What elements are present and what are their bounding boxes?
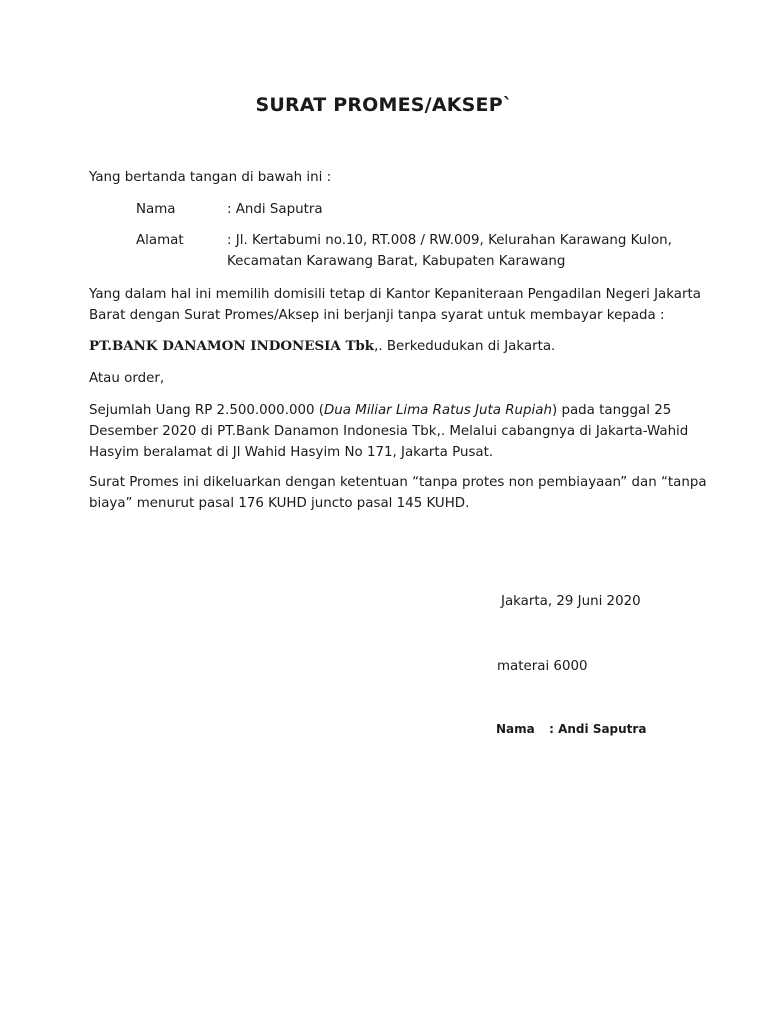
place-date: Jakarta, 29 Juni 2020 xyxy=(501,594,641,609)
or-order-text: Atau order, xyxy=(89,371,165,386)
name-value: : Andi Saputra xyxy=(227,202,323,217)
name-label: Nama xyxy=(136,202,176,217)
amount-line-2: Desember 2020 di PT.Bank Danamon Indonesia Tbk,. Melalui cabangnya di Jakarta-Wahid xyxy=(89,424,689,439)
creditor-paragraph xyxy=(89,336,669,357)
amount-line-3: Hasyim beralamat di Jl Wahid Hasyim No 171, Jakarta Pusat. xyxy=(89,445,494,460)
address-line-1: : Jl. Kertabumi no.10, RT.008 / RW.009, Kelurahan Karawang Kulon, xyxy=(227,233,672,248)
creditor-rest: ,. Berkedudukan di Jakarta. xyxy=(374,339,556,354)
creditor-company: PT.BANK DANAMON INDONESIA Tbk xyxy=(89,338,375,354)
domicile-line-2: Barat dengan Surat Promes/Aksep ini berjanji tanpa syarat untuk membayar kepada : xyxy=(89,308,665,323)
terms-paragraph xyxy=(89,472,707,514)
intro-text: Yang bertanda tangan di bawah ini : xyxy=(89,170,332,185)
address-label: Alamat xyxy=(136,233,184,248)
domicile-paragraph xyxy=(89,284,701,326)
terms-line-1: Surat Promes ini dikeluarkan dengan ketentuan “tanpa protes non pembiayaan” dan “tanpa xyxy=(89,475,707,490)
address-value xyxy=(227,230,672,272)
address-line-2: Kecamatan Karawang Barat, Kabupaten Karawang xyxy=(227,254,566,269)
terms-line-2: biaya” menurut pasal 176 KUHD juncto pasal 145 KUHD. xyxy=(89,496,470,511)
amount-line-1 xyxy=(89,400,672,421)
domicile-line-1: Yang dalam hal ini memilih domisili tetap di Kantor Kepaniteraan Pengadilan Negeri Jakarta xyxy=(89,287,701,302)
signature-name-label: Nama xyxy=(496,722,535,736)
amount-line-1-pre: Sejumlah Uang RP 2.500.000.000 ( xyxy=(89,403,324,418)
document-title: SURAT PROMES/AKSEP` xyxy=(255,94,513,116)
amount-line-1-post: ) pada tanggal 25 xyxy=(551,403,672,418)
signature-name-value: : Andi Saputra xyxy=(549,722,647,736)
stamp-duty-note: materai 6000 xyxy=(497,659,588,674)
amount-paragraph xyxy=(89,400,689,463)
amount-in-words: Dua Miliar Lima Ratus Juta Rupiah xyxy=(324,403,552,418)
signature-block xyxy=(496,722,646,736)
